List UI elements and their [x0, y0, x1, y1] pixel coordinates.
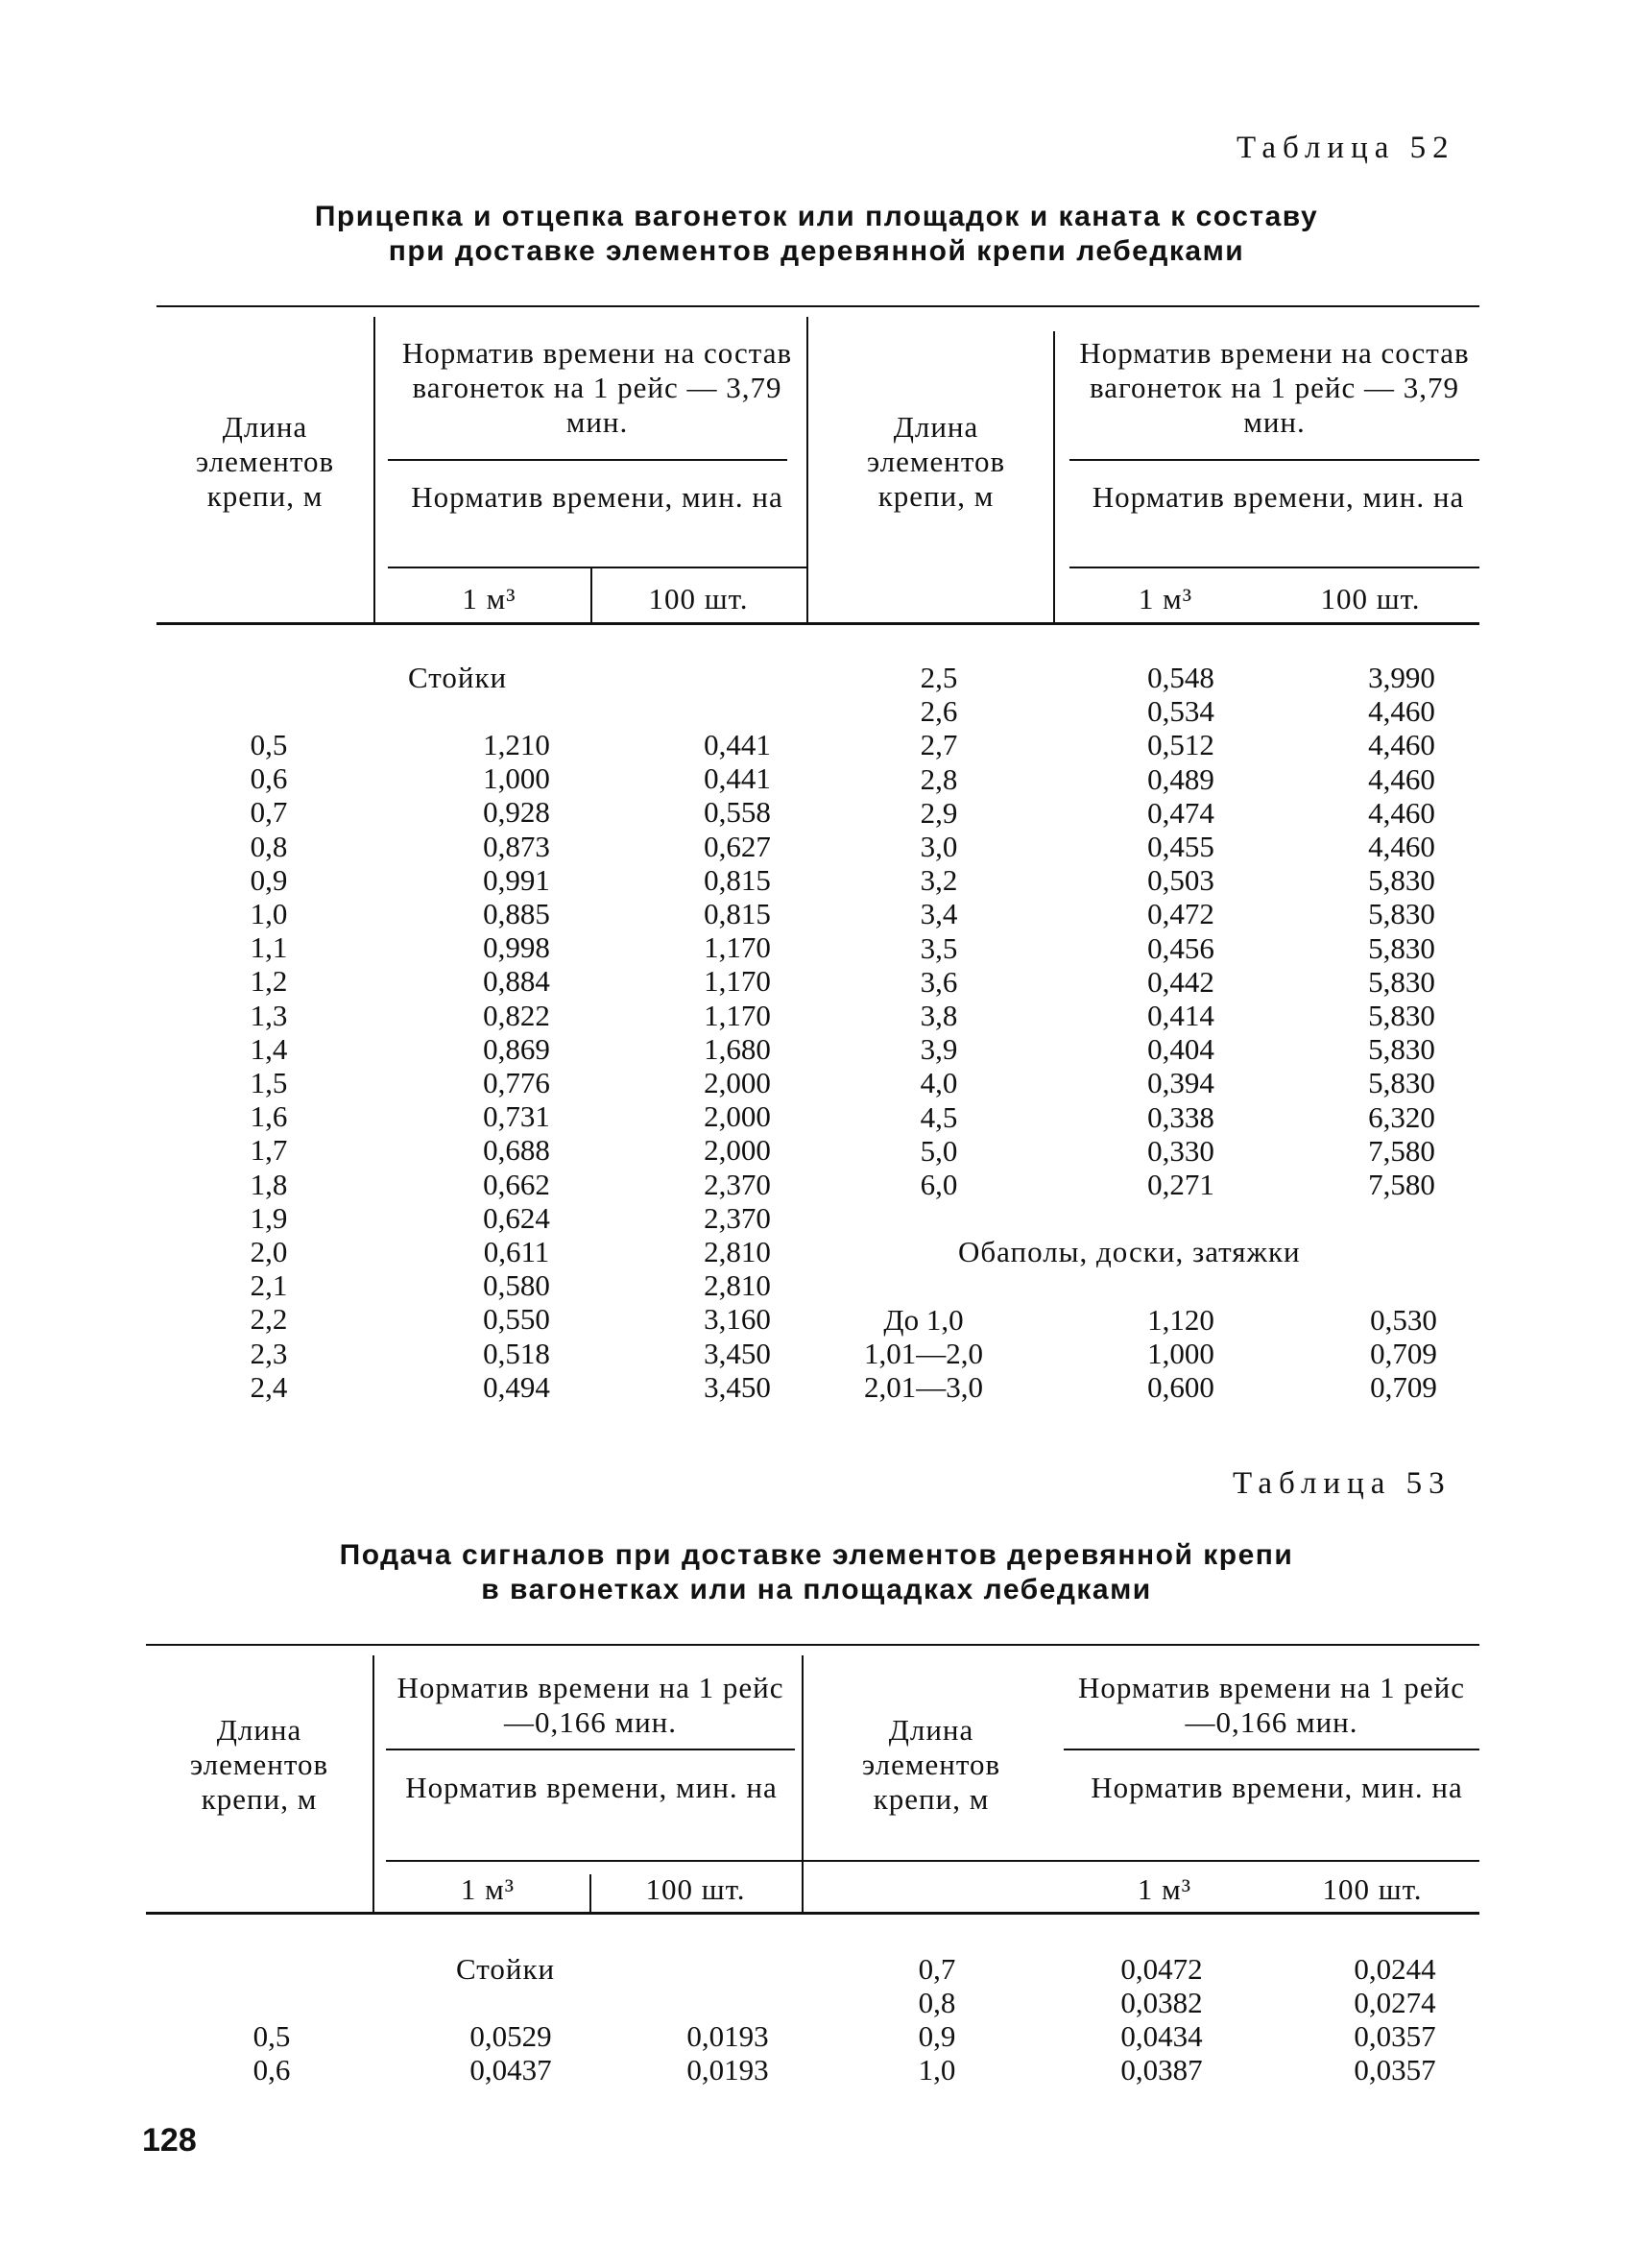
- table-52-left-cell: 0,991: [483, 862, 550, 897]
- table-52-left-cell: 0,624: [483, 1200, 550, 1235]
- table-53-right-cell: 0,0387: [1120, 2053, 1203, 2087]
- table-52-left-cell: 0,558: [704, 795, 771, 830]
- table-52-left-cell: 0,494: [483, 1369, 550, 1404]
- table-52-left-cell: 0,869: [483, 1031, 550, 1066]
- table-52-right-cell: 0,330: [1147, 1133, 1214, 1168]
- table-52-header-unit-100-right: 100 шт.: [1320, 582, 1421, 615]
- table-52-title-line-2: при доставке элементов деревянной крепи лебедками: [388, 235, 1245, 267]
- table-52-right-cell: 0,338: [1147, 1099, 1214, 1134]
- table-52-left-cell: 2,1: [250, 1268, 288, 1303]
- table-53-header-norm-trip-left: Норматив времени на 1 рейс—0,166 мин.: [396, 1671, 784, 1739]
- table-53-header-length-right: Длина элементов крепи, м: [861, 1713, 1001, 1816]
- table-52-left-cell: 2,000: [704, 1099, 771, 1134]
- table-53-header-length-left: Длина элементов крепи, м: [189, 1713, 329, 1816]
- table-53-title-line-1: Подача сигналов при доставке элементов деревянной крепи: [339, 1539, 1294, 1571]
- page-number: 128: [142, 2122, 197, 2159]
- table-53-right-cell: 0,9: [918, 2019, 956, 2053]
- table-53-left-cell: 0,5: [252, 2019, 291, 2053]
- table-52-left-cell: 1,210: [483, 728, 550, 761]
- table-53-right-cell: 0,0274: [1354, 1986, 1436, 2019]
- table-52-right2-cell: 0,709: [1370, 1370, 1437, 1404]
- table-52-left-cell: 0,688: [483, 1133, 550, 1168]
- table-53-right-cell: 0,8: [918, 1986, 956, 2019]
- table-52-right-cell: 5,830: [1368, 999, 1435, 1032]
- table-52-right2-cell: 0,709: [1370, 1337, 1437, 1370]
- table-53-title: [192, 1538, 1441, 1607]
- table-52-right-cell: 2,8: [920, 761, 958, 796]
- table-53-col-rule-3: [802, 1655, 804, 1912]
- table-53-section-stoiki: Стойки: [456, 1952, 556, 1986]
- table-53-header-unit-100-right: 100 шт.: [1322, 1872, 1423, 1906]
- table-52-right-cell: 6,0: [920, 1168, 958, 1201]
- table-52-left-cell: 3,450: [704, 1369, 771, 1404]
- table-52-section-stoiki: Стойки: [408, 661, 508, 694]
- table-53-left-cell: 0,0437: [469, 2053, 552, 2087]
- table-52-label: Таблица 52: [1237, 131, 1455, 165]
- table-52-right-cell: 3,2: [920, 863, 958, 898]
- table-52-left-cell: 2,000: [704, 1066, 771, 1099]
- table-53-header-unit-m3-left: 1 м³: [460, 1872, 516, 1906]
- table-52-left-cell: 2,3: [250, 1336, 288, 1370]
- table-52-left-cell: 1,170: [704, 998, 771, 1032]
- table-52-right-cell: 3,6: [920, 964, 958, 999]
- table-52-right-cell: 3,990: [1368, 661, 1435, 694]
- table-52-col-rule-3: [806, 317, 808, 622]
- table-52-right-cell: 5,830: [1368, 964, 1435, 999]
- table-53-title-line-2: в вагонетках или на площадках лебедками: [481, 1574, 1152, 1605]
- table-52-left-cell: 1,6: [250, 1099, 288, 1134]
- table-52-header-norm-min-left: Норматив времени, мин. на: [411, 480, 783, 514]
- table-52-right-cell: 6,320: [1368, 1099, 1435, 1134]
- table-53-left-cell: 0,6: [252, 2053, 291, 2087]
- table-53-header-rule: [146, 1912, 1479, 1915]
- table-52-right-cell: 0,455: [1147, 830, 1214, 863]
- table-52-right-cell: 7,580: [1368, 1168, 1435, 1201]
- table-52-right-cell: 0,474: [1147, 795, 1214, 830]
- table-52-left-cell: 2,0: [250, 1235, 288, 1268]
- table-52-right-cell: 3,4: [920, 897, 958, 931]
- table-52-right-cell: 0,512: [1147, 728, 1214, 762]
- table-52-right2-cell: 0,600: [1147, 1370, 1214, 1404]
- table-52-title-line-1: Прицепка и отцепка вагонеток или площадок и каната к составу: [314, 201, 1319, 232]
- table-52-unit-rule-right: [1069, 567, 1479, 568]
- table-52-right-cell: 0,503: [1147, 863, 1214, 898]
- table-52-left-cell: 2,810: [704, 1235, 771, 1268]
- table-52-left-cell: 0,5: [250, 728, 288, 761]
- table-52-right-cell: 2,9: [920, 795, 958, 830]
- table-52-right-cell: 0,456: [1147, 930, 1214, 965]
- table-52-left-cell: 0,441: [704, 728, 771, 761]
- table-53-unit-rule: [386, 1860, 1479, 1862]
- table-52-left-cell: 1,2: [250, 964, 288, 999]
- table-52-left-cell: 0,8: [250, 829, 288, 863]
- table-52-right-cell: 2,7: [920, 728, 958, 762]
- table-52-right-cell: 0,534: [1147, 694, 1214, 729]
- table-53-right-cell: 0,0472: [1120, 1952, 1203, 1986]
- table-52-left-cell: 0,731: [483, 1099, 550, 1134]
- table-52-header-norm-min-right: Норматив времени, мин. на: [1092, 480, 1465, 514]
- table-52-right2-cell: 2,01—3,0: [864, 1370, 983, 1404]
- table-52-left-cell: 0,884: [483, 964, 550, 999]
- table-52-left-cell: 1,5: [250, 1066, 288, 1099]
- table-52-left-cell: 1,680: [704, 1031, 771, 1066]
- table-52-left-cell: 1,9: [250, 1200, 288, 1235]
- table-52-right-cell: 3,9: [920, 1032, 958, 1067]
- table-53-sub-rule-left: [386, 1749, 795, 1750]
- table-52-right-cell: 0,472: [1147, 897, 1214, 931]
- table-52-header-length-left: Длина элементов крепи, м: [195, 410, 335, 513]
- table-52-left-cell: 2,370: [704, 1167, 771, 1201]
- table-52-header-length-right: Длина элементов крепи, м: [866, 410, 1006, 513]
- table-52-right-cell: 4,460: [1368, 694, 1435, 729]
- table-53-header-unit-100-left: 100 шт.: [645, 1872, 746, 1906]
- table-53-right-cell: 0,7: [918, 1952, 956, 1986]
- table-52-left-cell: 2,000: [704, 1133, 771, 1168]
- table-52-sub-rule-right: [1069, 459, 1479, 461]
- table-52-left-cell: 0,627: [704, 829, 771, 863]
- table-53-left-cell: 0,0193: [686, 2053, 769, 2087]
- table-52-left-cell: 1,8: [250, 1167, 288, 1201]
- table-52-right-cell: 3,8: [920, 999, 958, 1032]
- table-53-top-rule: [146, 1644, 1479, 1646]
- table-53-right-cell: 0,0357: [1354, 2053, 1436, 2087]
- table-52-right-cell: 5,830: [1368, 1066, 1435, 1100]
- table-52-left-cell: 0,611: [483, 1235, 550, 1268]
- table-52-right-cell: 0,489: [1147, 761, 1214, 796]
- table-52-left-cell: 1,7: [250, 1133, 288, 1168]
- table-53-header-norm-min-right: Норматив времени, мин. на: [1091, 1771, 1463, 1804]
- table-52-left-cell: 2,370: [704, 1200, 771, 1235]
- table-52-right-cell: 0,271: [1147, 1168, 1214, 1201]
- table-53-label: Таблица 53: [1233, 1466, 1452, 1501]
- table-52-right-cell: 4,0: [920, 1066, 958, 1100]
- table-52-right-cell: 5,830: [1368, 863, 1435, 898]
- table-52-right-cell: 4,460: [1368, 728, 1435, 762]
- table-52-right-cell: 0,394: [1147, 1066, 1214, 1100]
- table-52-col-rule-4: [1053, 331, 1055, 622]
- table-52-right-cell: 7,580: [1368, 1133, 1435, 1168]
- table-52-sub-rule-left: [388, 459, 787, 461]
- table-52-right-cell: 4,460: [1368, 830, 1435, 863]
- table-52-header-unit-m3-right: 1 м³: [1138, 582, 1193, 615]
- table-52-right-cell: 4,460: [1368, 761, 1435, 796]
- table-52-left-cell: 0,9: [250, 862, 288, 897]
- table-52-left-cell: 0,998: [483, 930, 550, 965]
- table-52-left-cell: 0,7: [250, 795, 288, 830]
- table-53-header-unit-m3-right: 1 м³: [1137, 1872, 1192, 1906]
- table-52-right-cell: 3,5: [920, 930, 958, 965]
- table-52-header-unit-m3-left: 1 м³: [462, 582, 516, 615]
- table-52-left-cell: 0,550: [483, 1302, 550, 1337]
- table-52-left-cell: 1,1: [250, 930, 288, 965]
- table-52-header-rule: [156, 622, 1479, 625]
- table-52-left-cell: 1,170: [704, 964, 771, 999]
- table-52-left-cell: 0,580: [483, 1268, 550, 1303]
- table-52-right-cell: 0,414: [1147, 999, 1214, 1032]
- table-52-right-cell: 5,830: [1368, 1032, 1435, 1067]
- table-52-left-cell: 1,0: [250, 897, 288, 930]
- table-52-left-cell: 1,000: [483, 761, 550, 796]
- table-53-left-cell: 0,0193: [686, 2019, 769, 2053]
- table-53-right-cell: 0,0357: [1354, 2019, 1436, 2053]
- table-52-left-cell: 0,518: [483, 1336, 550, 1370]
- table-52-left-cell: 1,170: [704, 930, 771, 965]
- table-53-header-norm-trip-right: Норматив времени на 1 рейс—0,166 мин.: [1078, 1671, 1465, 1739]
- table-52-right-cell: 2,5: [920, 661, 958, 694]
- table-52-title: [192, 200, 1441, 269]
- table-52-left-cell: 2,2: [250, 1302, 288, 1337]
- table-52-left-cell: 1,4: [250, 1031, 288, 1066]
- table-52-right-cell: 2,6: [920, 694, 958, 729]
- table-52-right-cell: 0,548: [1147, 661, 1214, 694]
- table-52-left-cell: 0,815: [704, 897, 771, 930]
- table-52-right-cell: 3,0: [920, 830, 958, 863]
- table-53-col-rule-1: [372, 1655, 374, 1912]
- table-52-right-cell: 5,830: [1368, 930, 1435, 965]
- table-52-right2-cell: 1,120: [1147, 1303, 1214, 1337]
- table-52-left-cell: 0,885: [483, 897, 550, 930]
- table-52-left-cell: 0,873: [483, 829, 550, 863]
- table-52-left-cell: 0,928: [483, 795, 550, 830]
- table-52-col-rule-1: [373, 317, 375, 622]
- table-52-left-cell: 0,441: [704, 761, 771, 796]
- table-52-header-unit-100-left: 100 шт.: [648, 582, 749, 615]
- table-52-left-cell: 0,776: [483, 1066, 550, 1099]
- table-53-right-cell: 0,0434: [1120, 2019, 1203, 2053]
- table-52-right-cell: 4,5: [920, 1099, 958, 1134]
- table-52-left-cell: 2,810: [704, 1268, 771, 1303]
- table-52-right2-cell: 1,01—2,0: [864, 1337, 983, 1370]
- table-52-header-norm-trip-left: Норматив времени на состав вагонеток на 1 рейс — 3,79 мин.: [401, 336, 793, 439]
- table-52-left-cell: 0,815: [704, 862, 771, 897]
- table-52-header-norm-trip-right: Норматив времени на состав вагонеток на 1 рейс — 3,79 мин.: [1079, 336, 1470, 439]
- table-52-right2-cell: До 1,0: [883, 1303, 964, 1337]
- table-52-right-cell: 0,442: [1147, 964, 1214, 999]
- table-52-top-rule: [156, 305, 1479, 307]
- table-52-right2-cell: 0,530: [1370, 1303, 1437, 1337]
- table-53-right-cell: 1,0: [918, 2053, 956, 2087]
- table-53-left-cell: 0,0529: [469, 2019, 552, 2053]
- table-53-right-cell: 0,0244: [1354, 1952, 1436, 1986]
- table-52-left-cell: 0,6: [250, 761, 288, 796]
- table-52-left-cell: 3,450: [704, 1336, 771, 1370]
- table-53-sub-rule-right: [1064, 1749, 1479, 1750]
- table-52-left-cell: 3,160: [704, 1302, 771, 1337]
- table-52-right-cell: 0,404: [1147, 1032, 1214, 1067]
- table-52-unit-rule-left: [388, 567, 806, 568]
- table-52-right-cell: 4,460: [1368, 795, 1435, 830]
- table-52-right-cell: 5,0: [920, 1133, 958, 1168]
- table-52-section-obapoly: Обаполы, доски, затяжки: [958, 1235, 1301, 1268]
- table-52-right2-cell: 1,000: [1147, 1337, 1214, 1370]
- table-52-left-cell: 1,3: [250, 998, 288, 1032]
- table-52-left-cell: 2,4: [250, 1369, 288, 1404]
- table-53-right-cell: 0,0382: [1120, 1986, 1203, 2019]
- table-52-left-cell: 0,822: [483, 998, 550, 1032]
- table-53-header-norm-min-left: Норматив времени, мин. на: [405, 1771, 778, 1804]
- table-52-left-cell: 0,662: [483, 1167, 550, 1201]
- table-52-right-cell: 5,830: [1368, 897, 1435, 931]
